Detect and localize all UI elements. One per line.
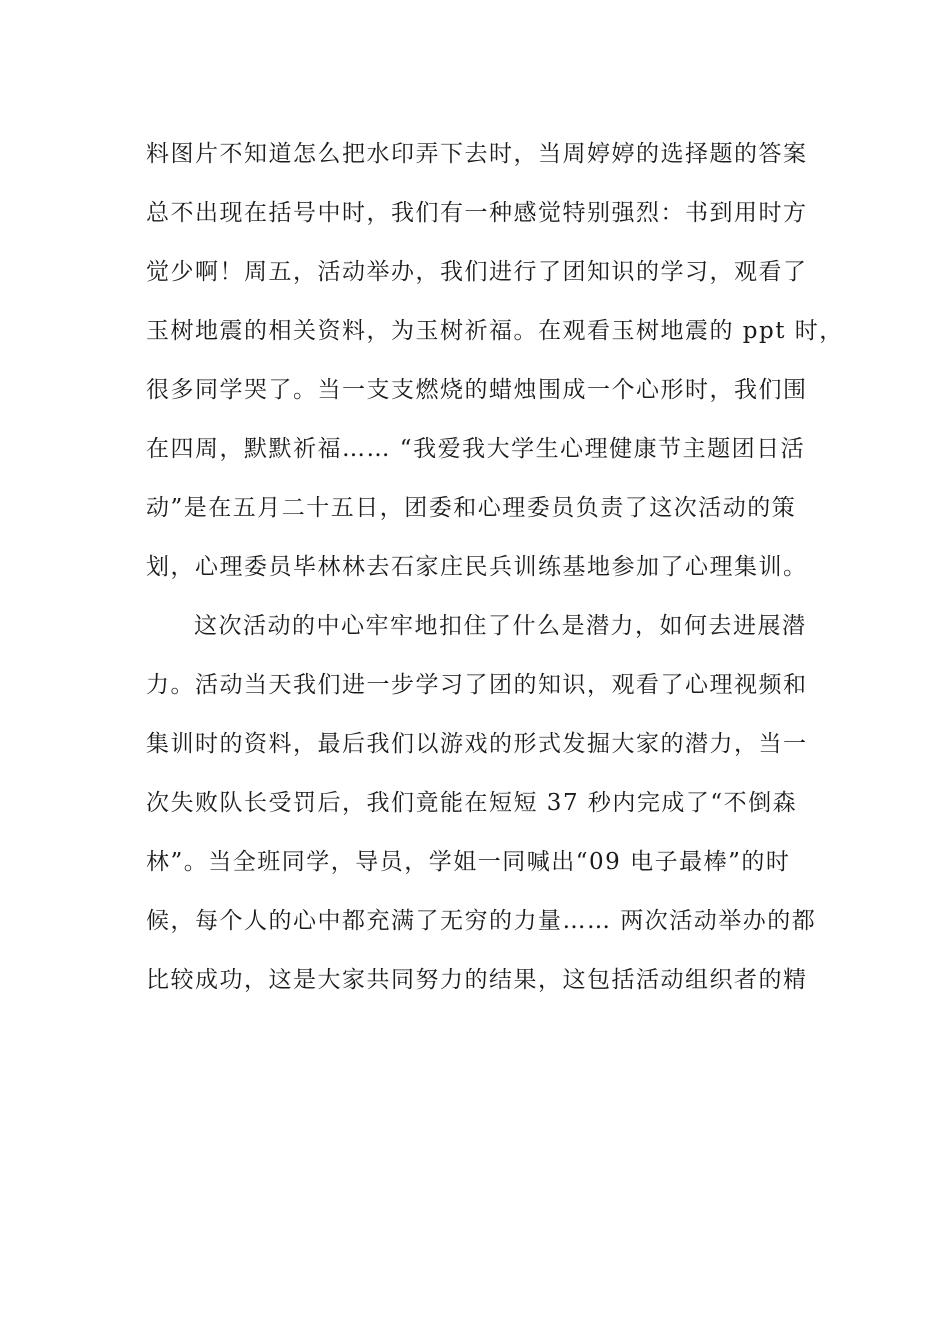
- text-line: 在四周，默默祈福…… “我爱我大学生心理健康节主题团日活: [146, 436, 806, 462]
- text-line: 总不出现在括号中时，我们有一种感觉特别强烈：书到用时方: [146, 200, 808, 226]
- text-line: 集训时的资料，最后我们以游戏的形式发掘大家的潜力，当一: [146, 731, 808, 757]
- text-line: 力。活动当天我们进一步学习了团的知识，观看了心理视频和: [146, 672, 808, 698]
- text-line: 划，心理委员毕林林去石家庄民兵训练基地参加了心理集训。: [146, 554, 808, 580]
- text-line: 觉少啊！周五，活动举办，我们进行了团知识的学习，观看了: [146, 259, 808, 285]
- paragraph-start-line: 这次活动的中心牢牢地扣住了什么是潜力，如何去进展潜: [194, 613, 807, 639]
- text-line: 比较成功，这是大家共同努力的结果，这包括活动组织者的精: [146, 967, 808, 993]
- text-line: 料图片不知道怎么把水印弄下去时，当周婷婷的选择题的答案: [146, 141, 808, 167]
- text-line: 候，每个人的心中都充满了无穷的力量…… 两次活动举办的都: [146, 908, 817, 934]
- text-line: 次失败队长受罚后，我们竟能在短短 37 秒内完成了“不倒森: [146, 790, 798, 816]
- document-body: [146, 131, 844, 1016]
- text-line: 玉树地震的相关资料，为玉树祈福。在观看玉树地震的 ppt 时，: [146, 318, 844, 344]
- text-line: 林”。当全班同学，导员，学姐一同喊出“09 电子最棒”的时: [146, 849, 791, 875]
- text-line: 动”是在五月二十五日，团委和心理委员负责了这次活动的策: [146, 495, 797, 521]
- text-line: 很多同学哭了。当一支支燃烧的蜡烛围成一个心形时，我们围: [146, 377, 808, 403]
